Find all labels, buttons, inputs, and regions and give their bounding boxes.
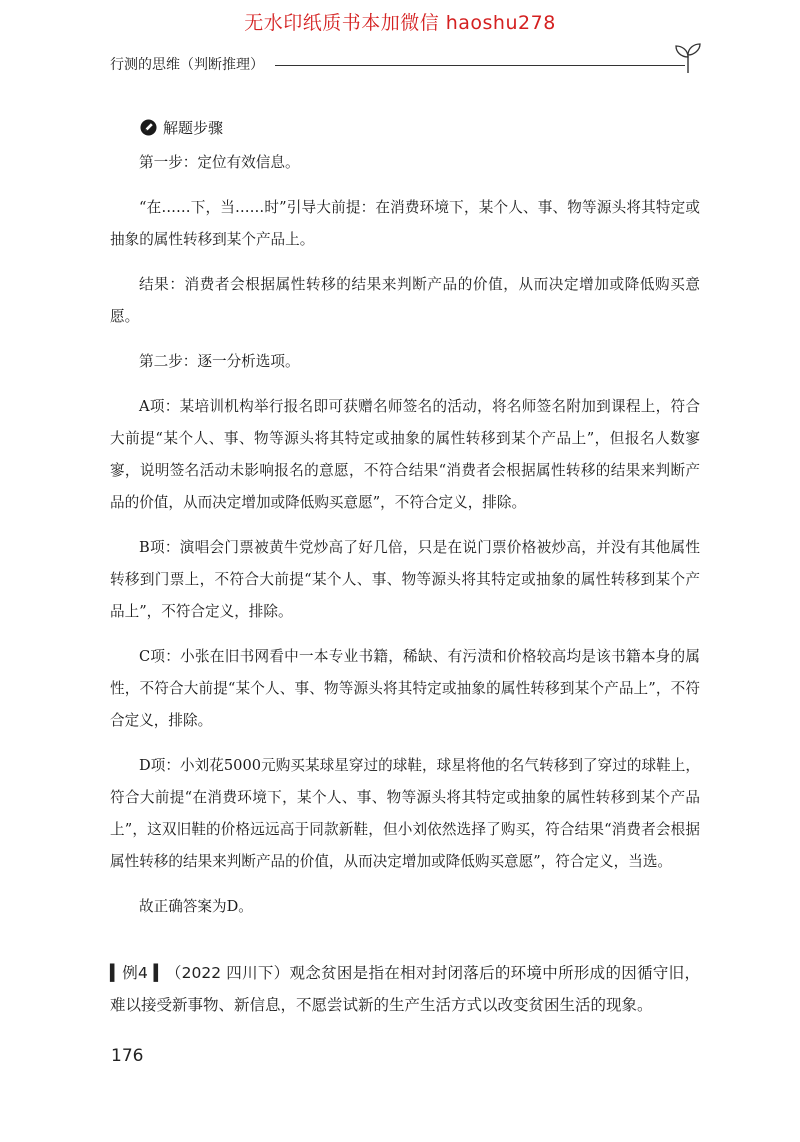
step-one: 第一步：定位有效信息。: [139, 154, 300, 171]
answer-statement: 故正确答案为D。: [139, 898, 253, 915]
option-b-analysis: B项：演唱会门票被黄牛党炒高了好几倍，只是在说门票价格被炒高，并没有其他属性转移到门票上，不符合大前提“某个人、事、物等源头将其特定或抽象的属性转移到某个产品上”，不符合定义，排除。: [110, 539, 700, 620]
sprout-icon: [672, 40, 704, 74]
section-heading: [140, 117, 223, 138]
section-title: 解题步骤: [163, 119, 224, 137]
example-bar-right: ▍: [147, 964, 166, 982]
solution-body: [110, 147, 700, 936]
example-text: （2022 四川下）观念贫困是指在相对封闭落后的环境中所形成的因循守旧，难以接受新事物、新信息，不愿尝试新的生产生活方式以改变贫困生活的现象。: [110, 964, 700, 1014]
example-question: [110, 957, 700, 1021]
page-number: 176: [111, 1046, 144, 1066]
major-premise: “在……下，当……时”引导大前提：在消费环境下，某个人、事、物等源头将其特定或抽象的属性转移到某个产品上。: [110, 199, 700, 248]
step-two: 第二步：逐一分析选项。: [139, 353, 300, 370]
running-head: 行测的思维（判断推理）: [110, 57, 264, 73]
option-c-analysis: C项：小张在旧书网看中一本专业书籍，稀缺、有污渍和价格较高均是该书籍本身的属性，不符合大前提“某个人、事、物等源头将其特定或抽象的属性转移到某个产品上”，不符合定义，排除。: [110, 648, 700, 729]
example-label: 例4: [121, 964, 148, 982]
header-rule: [275, 65, 685, 66]
example-bar-left: ▍: [110, 964, 122, 982]
result-statement: 结果：消费者会根据属性转移的结果来判断产品的价值，从而决定增加或降低购买意愿。: [110, 276, 700, 325]
option-d-analysis: D项：小刘花5000元购买某球星穿过的球鞋，球星将他的名气转移到了穿过的球鞋上，符合大前提“在消费环境下，某个人、事、物等源头将其特定或抽象的属性转移到某个产品上”，这双旧鞋的价格远远高于同款新鞋，但小刘依然选择了购买，符合结果“消费者会根据属性转移的结果来判断产品的价值，从而决定增加或降低购买意愿”，符合定义，当选。: [110, 757, 700, 870]
pen-icon: [140, 119, 157, 136]
option-a-analysis: A项：某培训机构举行报名即可获赠名师签名的活动，将名师签名附加到课程上，符合大前提“某个人、事、物等源头将其特定或抽象的属性转移到某个产品上”，但报名人数寥寥，说明签名活动未影响报名的意愿，不符合结果“消费者会根据属性转移的结果来判断产品的价值，从而决定增加或降低购买意愿”，不符合定义，排除。: [110, 398, 700, 511]
watermark-text: 无水印纸质书本加微信 haoshu278: [244, 12, 556, 34]
